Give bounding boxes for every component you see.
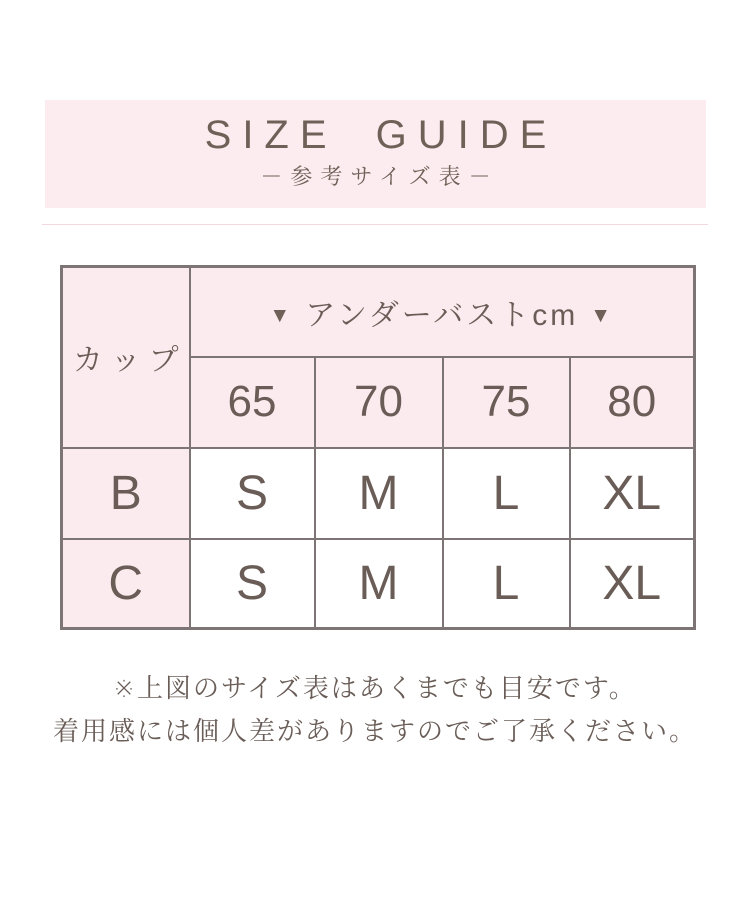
table-row-group-header (62, 267, 695, 357)
size-cell-c-80: XL (570, 539, 695, 629)
size-cell-c-75: L (443, 539, 570, 629)
cup-column-header: カップ (62, 267, 190, 448)
triangle-down-icon: ▼ (269, 303, 294, 327)
size-table (60, 265, 696, 630)
page-subtitle: －参考サイズ表－ (260, 164, 499, 189)
cup-label-b: B (62, 448, 190, 539)
underbust-group-header (190, 267, 695, 357)
triangle-down-icon: ▼ (590, 303, 615, 327)
divider-line (42, 224, 708, 225)
underbust-value-80: 80 (570, 357, 695, 448)
size-cell-c-70: M (315, 539, 443, 629)
size-cell-b-80: XL (570, 448, 695, 539)
size-cell-b-65: S (190, 448, 315, 539)
page-title: SIZE GUIDE (204, 113, 558, 157)
underbust-value-75: 75 (443, 357, 570, 448)
cup-label-c: C (62, 539, 190, 629)
size-cell-b-70: M (315, 448, 443, 539)
table-row-cup-c (62, 539, 695, 629)
footnote-line2: 着用感には個人差がありますのでご了承ください。 (52, 716, 697, 746)
footnote-line1: ※上図のサイズ表はあくまでも目安です。 (113, 673, 637, 703)
table-row-cup-b (62, 448, 695, 539)
size-cell-b-75: L (443, 448, 570, 539)
underbust-label: アンダーバストcm (305, 298, 579, 332)
size-cell-c-65: S (190, 539, 315, 629)
header-banner (45, 100, 706, 208)
footnote (0, 667, 750, 753)
underbust-value-70: 70 (315, 357, 443, 448)
underbust-value-65: 65 (190, 357, 315, 448)
